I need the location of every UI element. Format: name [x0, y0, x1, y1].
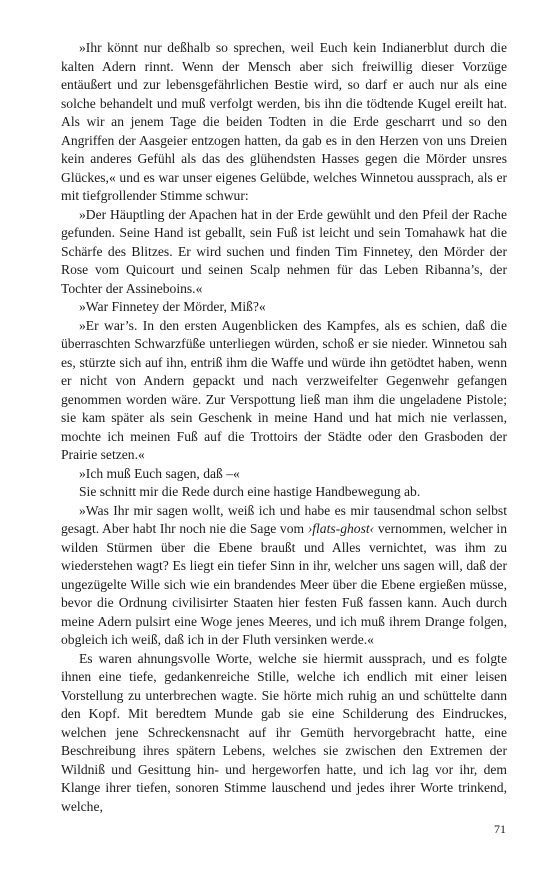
paragraph: »Ihr könnt nur deßhalb so sprechen, weil Euch kein Indianerblut durch die kalten Adern rinnt. Wenn der Mensch aber sich freiwillig dieser Vorzüge entäußert und zur lebensgefährlichen Bestie wird, so darf er auch nur als eine solche behandelt und muß verfolgt werden, bis ihn die tödtende Kugel ereilt hat. Als wir an jenem Tage die beiden Todten in die Erde gescharrt und so den Angriffen der Aasgeier entzogen hatten, da gab es in den Herzen von uns Dreien kein anderes Gefühl als das des glühendsten Hasses gegen die Mörder unsres Glückes,« und es war unser eigenes Gelübde, welches Winnetou aussprach, als er mit tiefgrollender Stimme schwur:	[61, 40, 507, 203]
paragraph	[61, 502, 507, 650]
paragraph-text: »Was Ihr mir sagen wollt, weiß ich und habe es mir tausendmal schon selbst gesagt. Aber habt Ihr noch nie die Sage vom	[61, 502, 507, 536]
paragraph: »Er war’s. In den ersten Augenblicken des Kampfes, als es schien, daß die überraschten Schwarzfüße unterliegen würden, schoß er sie nieder. Winnetou sah es, stürzte sich auf ihn, entriß ihm die Waffe und würde ihn getödtet haben, wenn er nicht von Andern gepackt und nach verzweifelter Gegenwehr gefangen genommen worden wäre. Zur Verspottung ließ man ihm die ungeladene Pistole; sie kam später als sein Geschenk in meine Hand und hat mich nie verlassen, mochte ich meinen Fuß auf die Trottoirs der Städte oder den Grasboden der Prairie setzen.«	[61, 317, 507, 462]
paragraph: »War Finnetey der Mörder, Miß?«	[79, 299, 266, 314]
paragraph: Es waren ahnungsvolle Worte, welche sie hiermit aussprach, und es folgte ihnen eine tiefe, gedankenreiche Stille, welche ich endlich mit einer leisen Vorstellung zu unterbrechen wagte. Sie hörte mich ruhig an und schüttelte dann den Kopf. Mit beredtem Munde gab sie eine Schilderung des Eindruckes, welchen jene Schreckensnacht auf ihr Gemüth hervorgebracht hatte, eine Beschreibung ihres spätern Lebens, welches sie zwischen den Extremen der Wildniß und Gesittung hin- und hergeworfen hatte, und ich lag vor ihr, dem Klange ihrer tiefen, sonoren Stimme lauschend und jedes ihrer Worte trinkend, welche,	[61, 650, 507, 814]
paragraph: »Ich muß Euch sagen, daß –«	[79, 465, 240, 481]
page-body	[61, 39, 507, 816]
italic-term: ›flats-ghost‹	[307, 521, 375, 536]
paragraph: »Der Häuptling der Apachen hat in der Erde gewühlt und den Pfeil der Rache gefunden. Seine Hand ist geballt, sein Fuß ist leicht und sein Tomahawk hat die Schärfe des Blitzes. Er wird suchen und finden Tim Finnetey, den Mörder der Rose vom Quicourt und seinen Scalp nehmen für das Leben Ribanna’s, der Tochter der Assineboins.«	[61, 206, 507, 296]
page-number: 71	[494, 822, 506, 836]
paragraph-text: vernommen, welcher in wilden Stürmen über die Ebene braußt und Alles vernichtet, was ihm zu wiederstehen wagt? Es liegt ein tiefer Sinn in ihr, welcher uns sagen will, daß der ungezügelte Wille sich wie ein brandendes Meer über die Ebene ergießen müsse, bevor die Ordnung civilisirter Staaten hier festen Fuß fassen kann. Auch durch meine Adern pulsirt eine Woge jenes Meeres, und ich muß ihrem Drange folgen, obgleich ich weiß, daß ich in der Fluth versinken werde.«	[61, 521, 507, 647]
paragraph: Sie schnitt mir die Rede durch eine hastige Handbewegung ab.	[79, 484, 421, 499]
